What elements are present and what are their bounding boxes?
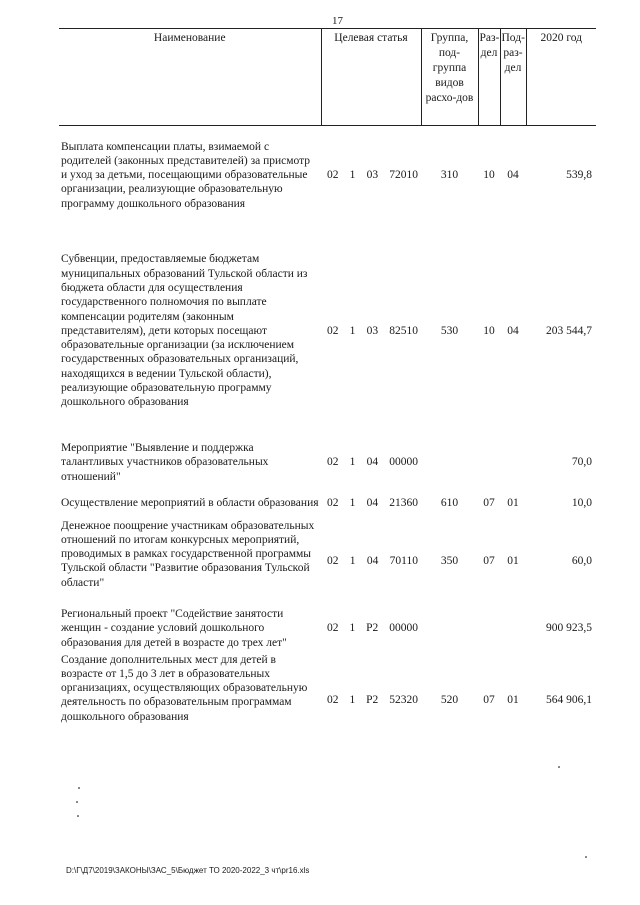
row-name: Региональный проект "Содействие занятости женщин - создание условий дошкольного образования для детей в возрасте до трех лет" [61, 608, 287, 649]
row-subsection [500, 438, 526, 488]
row-subsection [500, 605, 526, 653]
code-program: 02 [327, 555, 339, 568]
target-code [321, 455, 421, 469]
row-group: 530 [440, 324, 459, 337]
row-group: 610 [440, 496, 459, 509]
table-row [59, 605, 596, 653]
code-event: 04 [366, 456, 379, 469]
target-code [321, 168, 421, 182]
code-program: 02 [327, 622, 339, 635]
table-row [59, 488, 596, 519]
row-section: 07 [483, 693, 495, 706]
header-expense-group: Группа, под-группа видов расхо-дов [421, 29, 478, 126]
row-name: Выплата компенсации платы, взимаемой с родителей (законных представителей) за присмотр и уход за детьми, посещающими образовательные организации, реализующие образовательную программу дошкольного образования [61, 140, 311, 210]
code-subprogram: 1 [349, 169, 356, 182]
row-subsection: 04 [507, 324, 519, 337]
code-event: P2 [366, 693, 379, 706]
table-row [59, 225, 596, 438]
row-amount: 539,8 [566, 169, 592, 182]
row-section: 07 [483, 555, 495, 568]
code-program: 02 [327, 693, 339, 706]
row-section [478, 605, 500, 653]
row-amount: 900 923,5 [546, 622, 592, 635]
row-group: 350 [440, 555, 459, 568]
code-event: 03 [366, 324, 379, 337]
code-subprogram: 1 [349, 622, 356, 635]
header-section: Раз-дел [478, 29, 500, 126]
table-row [59, 653, 596, 748]
code-event: 03 [366, 169, 379, 182]
code-direction: 72010 [389, 169, 418, 182]
scan-speck [76, 801, 78, 803]
page-number: 17 [332, 15, 343, 27]
code-subprogram: 1 [349, 555, 356, 568]
code-subprogram: 1 [349, 693, 356, 706]
table-row [59, 438, 596, 488]
code-program: 02 [327, 496, 339, 509]
table-row [59, 126, 596, 225]
code-subprogram: 1 [349, 496, 356, 509]
row-name: Осуществление мероприятий в области образования [61, 496, 319, 509]
budget-table [59, 28, 596, 748]
scan-speck [77, 815, 79, 817]
row-amount: 70,0 [571, 456, 592, 469]
code-direction: 21360 [389, 496, 418, 509]
code-direction: 00000 [389, 622, 418, 635]
table-row [59, 519, 596, 605]
code-event: 04 [366, 496, 379, 509]
row-name: Мероприятие "Выявление и поддержка талантливых участников образовательных отношений" [61, 442, 269, 483]
code-subprogram: 1 [349, 456, 356, 469]
row-group: 310 [440, 169, 459, 182]
target-code [321, 554, 421, 568]
row-section: 07 [483, 496, 495, 509]
row-name: Денежное поощрение участникам образовательных отношений по итогам конкурсных мероприятий, проводимых в рамках государственной программы Тульской области "Развитие образования Тульской области" [61, 519, 315, 589]
row-amount: 203 544,7 [546, 324, 592, 337]
row-group: 520 [440, 693, 459, 706]
header-target-article: Целевая статья [321, 29, 421, 126]
target-code [321, 621, 421, 635]
row-name: Создание дополнительных мест для детей в возрасте от 1,5 до 3 лет в образовательных организациях, осуществляющих образовательную деятельность по образовательным программам дошкольного образования [61, 653, 308, 723]
code-program: 02 [327, 324, 339, 337]
row-amount: 564 906,1 [546, 693, 592, 706]
code-direction: 82510 [389, 324, 418, 337]
header-name: Наименование [59, 29, 321, 126]
code-program: 02 [327, 169, 339, 182]
code-direction: 70110 [389, 555, 418, 568]
row-subsection: 01 [507, 555, 519, 568]
table-header-row [59, 29, 596, 126]
row-section [478, 438, 500, 488]
header-year-2020: 2020 год [526, 29, 596, 126]
code-subprogram: 1 [349, 324, 356, 337]
scan-speck [78, 787, 80, 789]
scan-speck [558, 766, 560, 768]
row-amount: 60,0 [571, 555, 592, 568]
target-code [321, 324, 421, 338]
target-code [321, 693, 421, 707]
target-code [321, 496, 421, 510]
row-section: 10 [483, 169, 495, 182]
footer-file-path: D:\Г\Д7\2019\ЗАКОНЫ\ЗАС_5\Бюджет ТО 2020-2022_3 чт\pr16.xls [66, 866, 310, 875]
code-event: P2 [366, 622, 379, 635]
row-subsection: 01 [507, 496, 519, 509]
code-direction: 00000 [389, 456, 418, 469]
row-group [421, 605, 478, 653]
header-subsection: Под-раз-дел [500, 29, 526, 126]
code-event: 04 [366, 555, 379, 568]
code-program: 02 [327, 456, 339, 469]
row-group [421, 438, 478, 488]
scan-speck [585, 856, 587, 858]
row-name: Субвенции, предоставляемые бюджетам муниципальных образований Тульской области из бюджета области для осуществления государственного полномочия по выплате компенсации родителям (законным представителям), дети которых посещают образовательные организации (за исключением государственных образовательных организаций, находящихся в ведении Тульской области), реализующие образовательную программу дошкольного образования [61, 253, 308, 409]
row-subsection: 04 [507, 169, 519, 182]
row-subsection: 01 [507, 693, 519, 706]
row-amount: 10,0 [571, 496, 592, 509]
code-direction: 52320 [389, 693, 418, 706]
row-section: 10 [483, 324, 495, 337]
